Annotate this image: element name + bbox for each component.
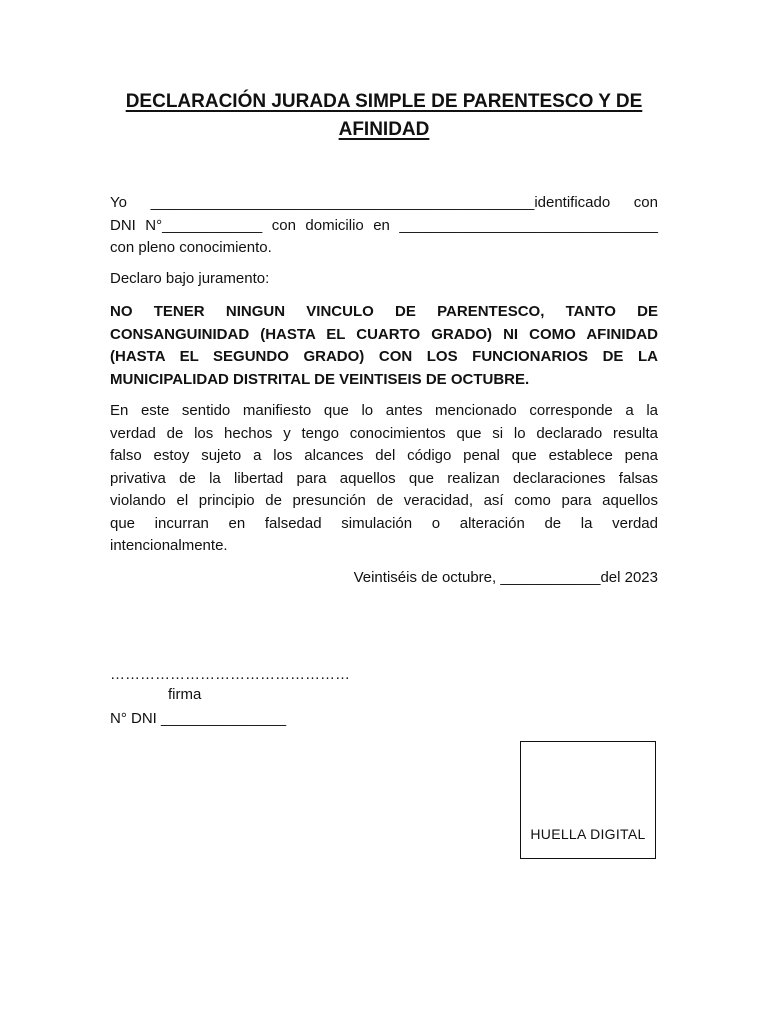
title-line-2: AFINIDAD [338,119,430,140]
manifest-line: que incurran en falsedad simulación o alteración de la verdad [110,514,658,532]
statement-line: (HASTA EL SEGUNDO GRADO) CON LOS FUNCIONARIOS DE LA [110,348,658,365]
manifest-line: privativa de la libertad para aquellos que realizan declaraciones falsas [110,469,658,487]
identity-line: con pleno conocimiento. [110,239,272,256]
identity-line: DNI N°____________ con domicilio en _______________________________ [110,216,658,234]
manifest-line: violando el principio de presunción de veracidad, así como para aquellos [110,492,658,509]
manifest-paragraph [110,400,658,558]
statement-line: MUNICIPALIDAD DISTRITAL DE VEINTISEIS DE OCTUBRE. [110,370,530,388]
fingerprint-label: HUELLA DIGITAL [530,826,646,842]
signature-label: firma [168,686,202,703]
statement-paragraph [110,301,658,391]
date-line: Veintiséis de octubre, ____________del 2023 [353,569,658,586]
fingerprint-box [520,741,656,859]
manifest-line: En este sentido manifiesto que lo antes mencionado corresponde a la [110,402,658,419]
statement-line: NO TENER NINGUN VINCULO DE PARENTESCO, TANTO DE [110,303,658,320]
manifest-line: verdad de los hechos y tengo conocimientos que si lo declarado resulta [110,424,658,442]
manifest-line: falso estoy sujeto a los alcances del código penal que establece pena [110,447,658,464]
signature-line: ………………………………………… [110,666,350,683]
signature-dni: N° DNI _______________ [110,710,287,727]
title-line-1: DECLARACIÓN JURADA SIMPLE DE PARENTESCO Y DE [125,91,643,112]
identity-paragraph [110,192,658,260]
document-title [96,88,672,144]
statement-line: CONSANGUINIDAD (HASTA EL CUARTO GRADO) NI COMO AFINIDAD [110,325,658,343]
identity-line: Yo ______________________________________________identificado con [110,194,658,211]
manifest-line: intencionalmente. [110,537,228,554]
declaro-line: Declaro bajo juramento: [110,270,270,287]
